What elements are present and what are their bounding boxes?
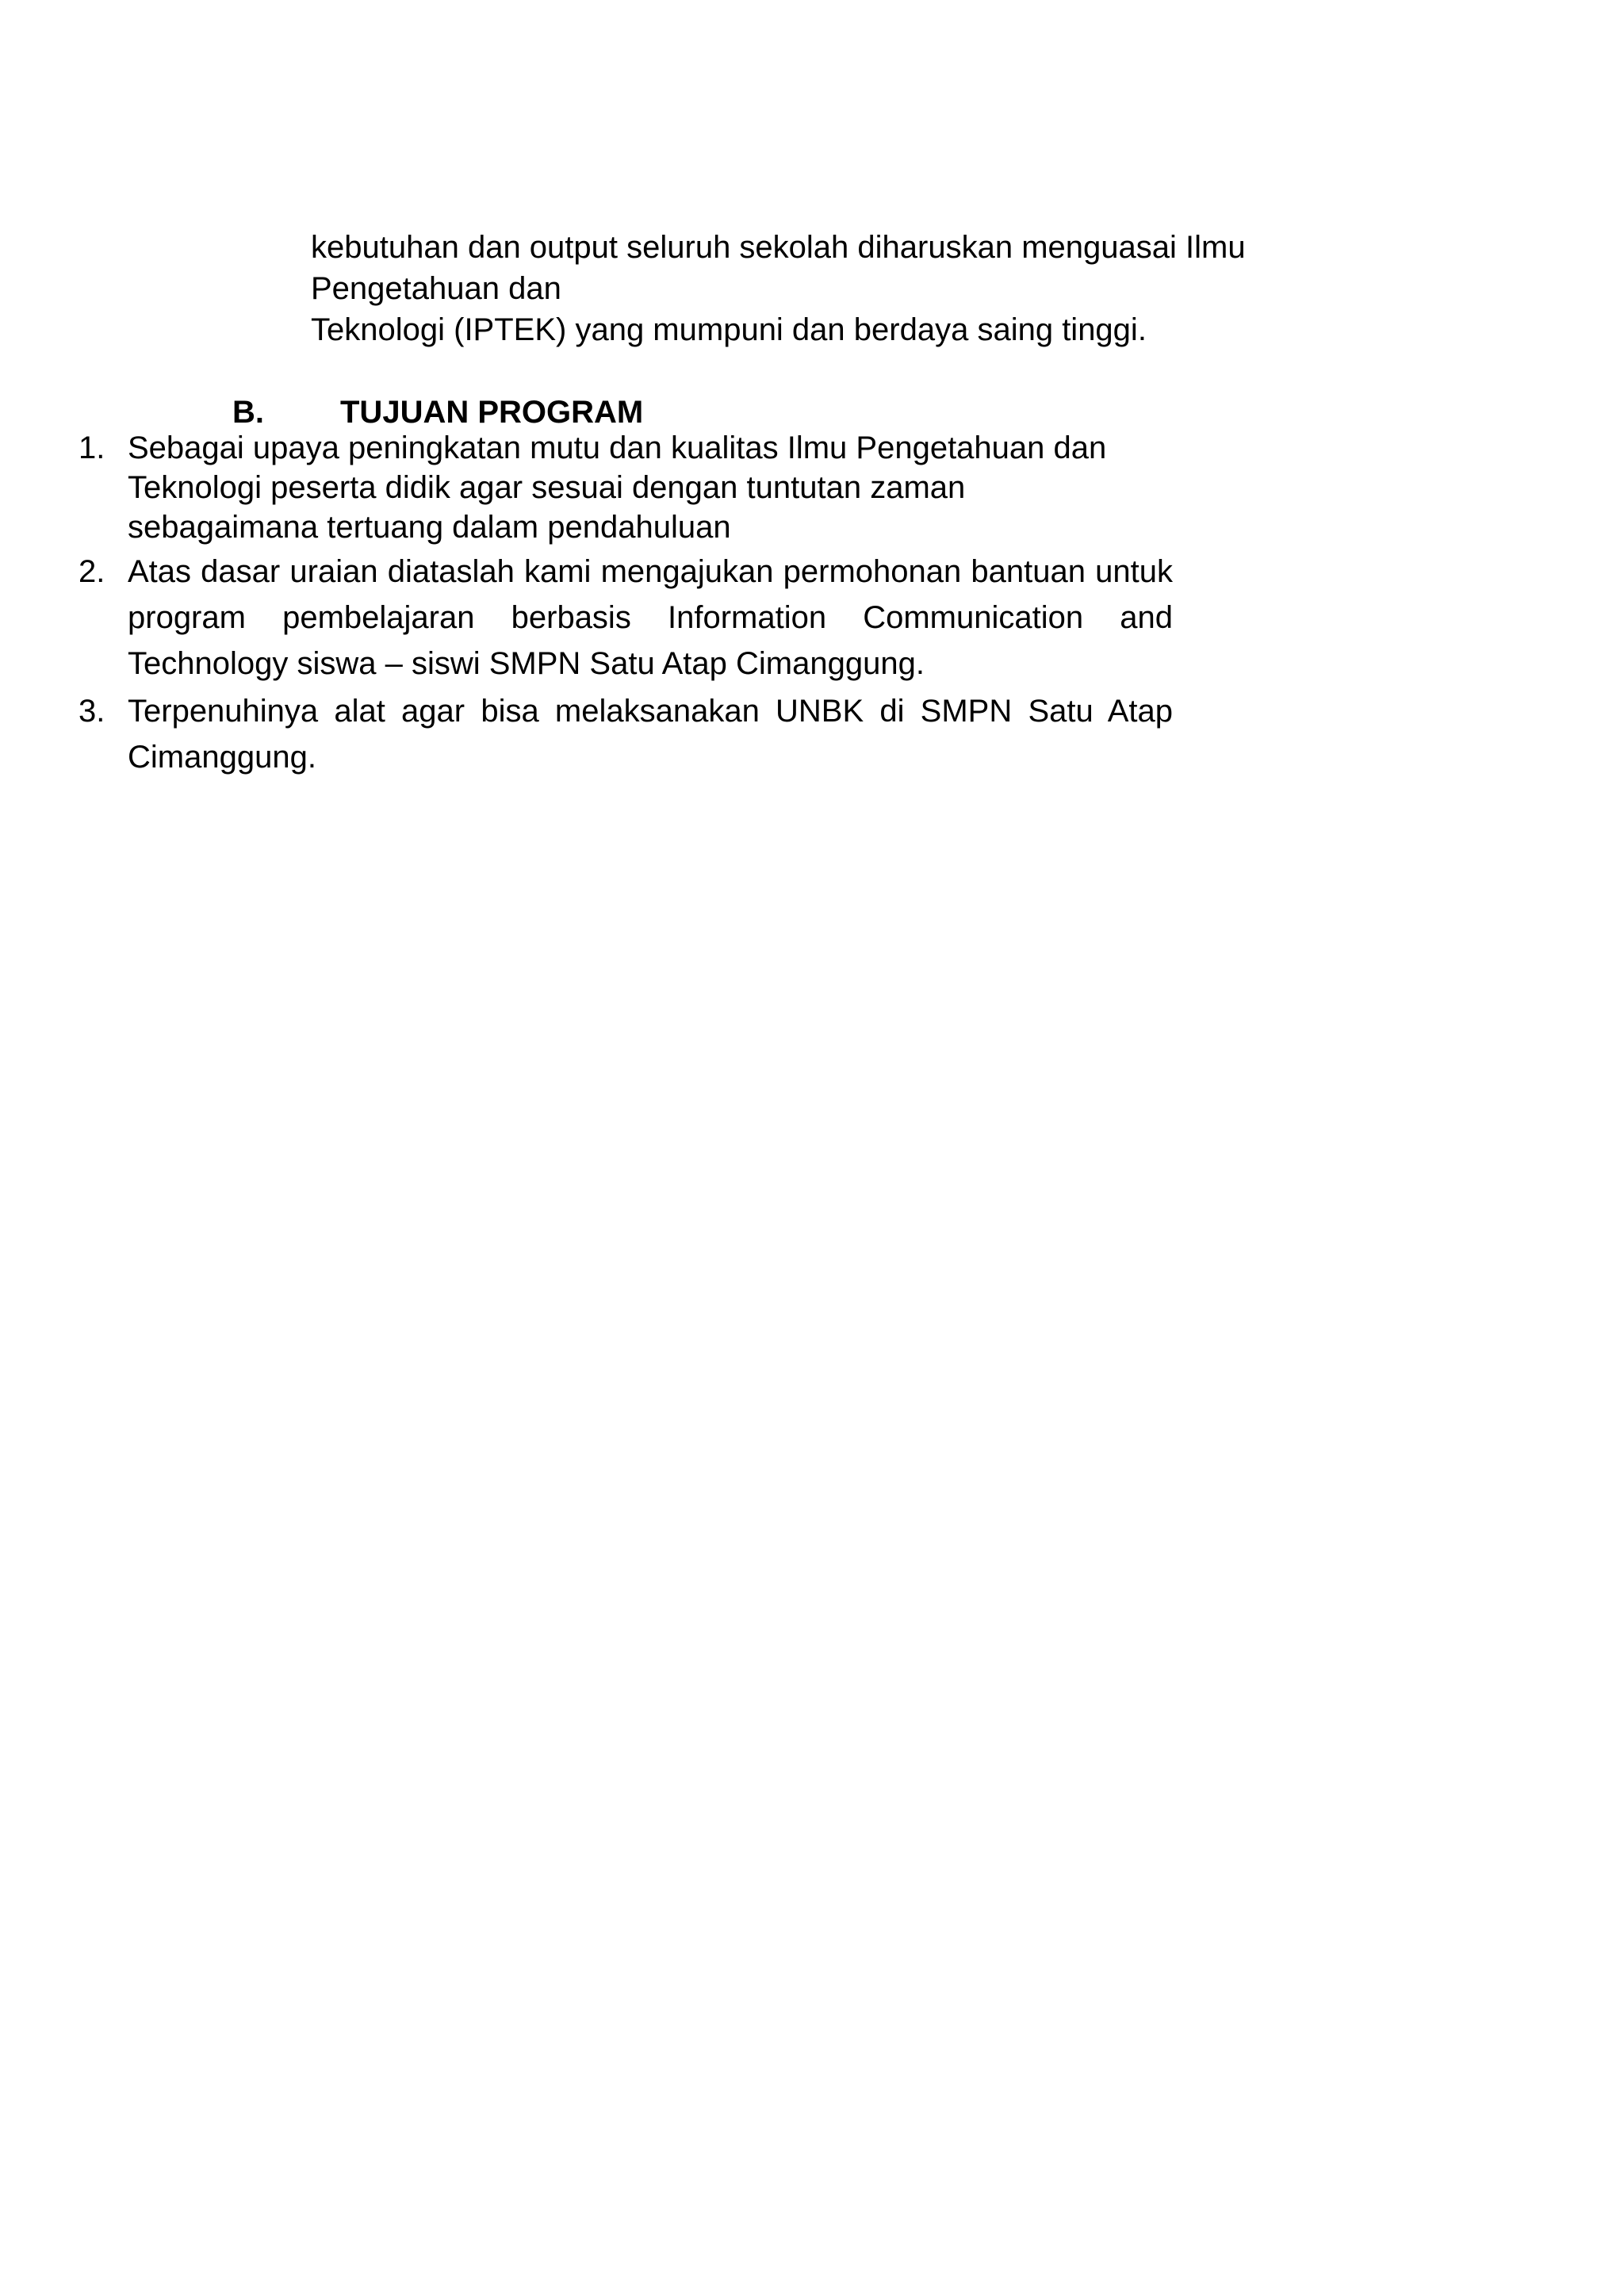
objectives-list xyxy=(79,428,1173,780)
objective-number: 1. xyxy=(79,430,105,465)
objective-text: Terpenuhinya alat agar bisa melaksanakan UNBK di SMPN Satu Atap Cimanggung. xyxy=(128,694,1173,775)
objective-text: Atas dasar uraian diataslah kami mengajukan permohonan bantuan untuk program pembelajaran berbasis Information Communication and Technology siswa – siswi SMPN Satu Atap Cimanggung. xyxy=(128,554,1173,681)
objective-text-line: Sebagai upaya peningkatan mutu dan kualitas Ilmu Pengetahuan dan xyxy=(128,430,1107,465)
intro-line: kebutuhan dan output seluruh sekolah diharuskan menguasai Ilmu xyxy=(311,230,1246,265)
objective-number: 3. xyxy=(79,694,105,729)
intro-line: Pengetahuan dan xyxy=(311,271,561,306)
objective-item xyxy=(79,549,1173,687)
section-title: TUJUAN PROGRAM xyxy=(340,395,644,430)
section-tujuan-program xyxy=(232,392,1422,433)
objective-text xyxy=(128,428,1173,547)
objective-item xyxy=(79,688,1173,780)
objective-number: 2. xyxy=(79,554,105,589)
section-heading xyxy=(232,392,1422,433)
objective-item xyxy=(79,428,1173,547)
objective-text-line: sebagaimana tertuang dalam pendahuluan xyxy=(128,510,731,545)
intro-paragraph xyxy=(311,227,1405,350)
objective-text-line: Teknologi peserta didik agar sesuai dengan tuntutan zaman xyxy=(128,470,966,505)
section-letter: B. xyxy=(232,395,264,430)
intro-line: Teknologi (IPTEK) yang mumpuni dan berdaya saing tinggi. xyxy=(311,312,1147,347)
